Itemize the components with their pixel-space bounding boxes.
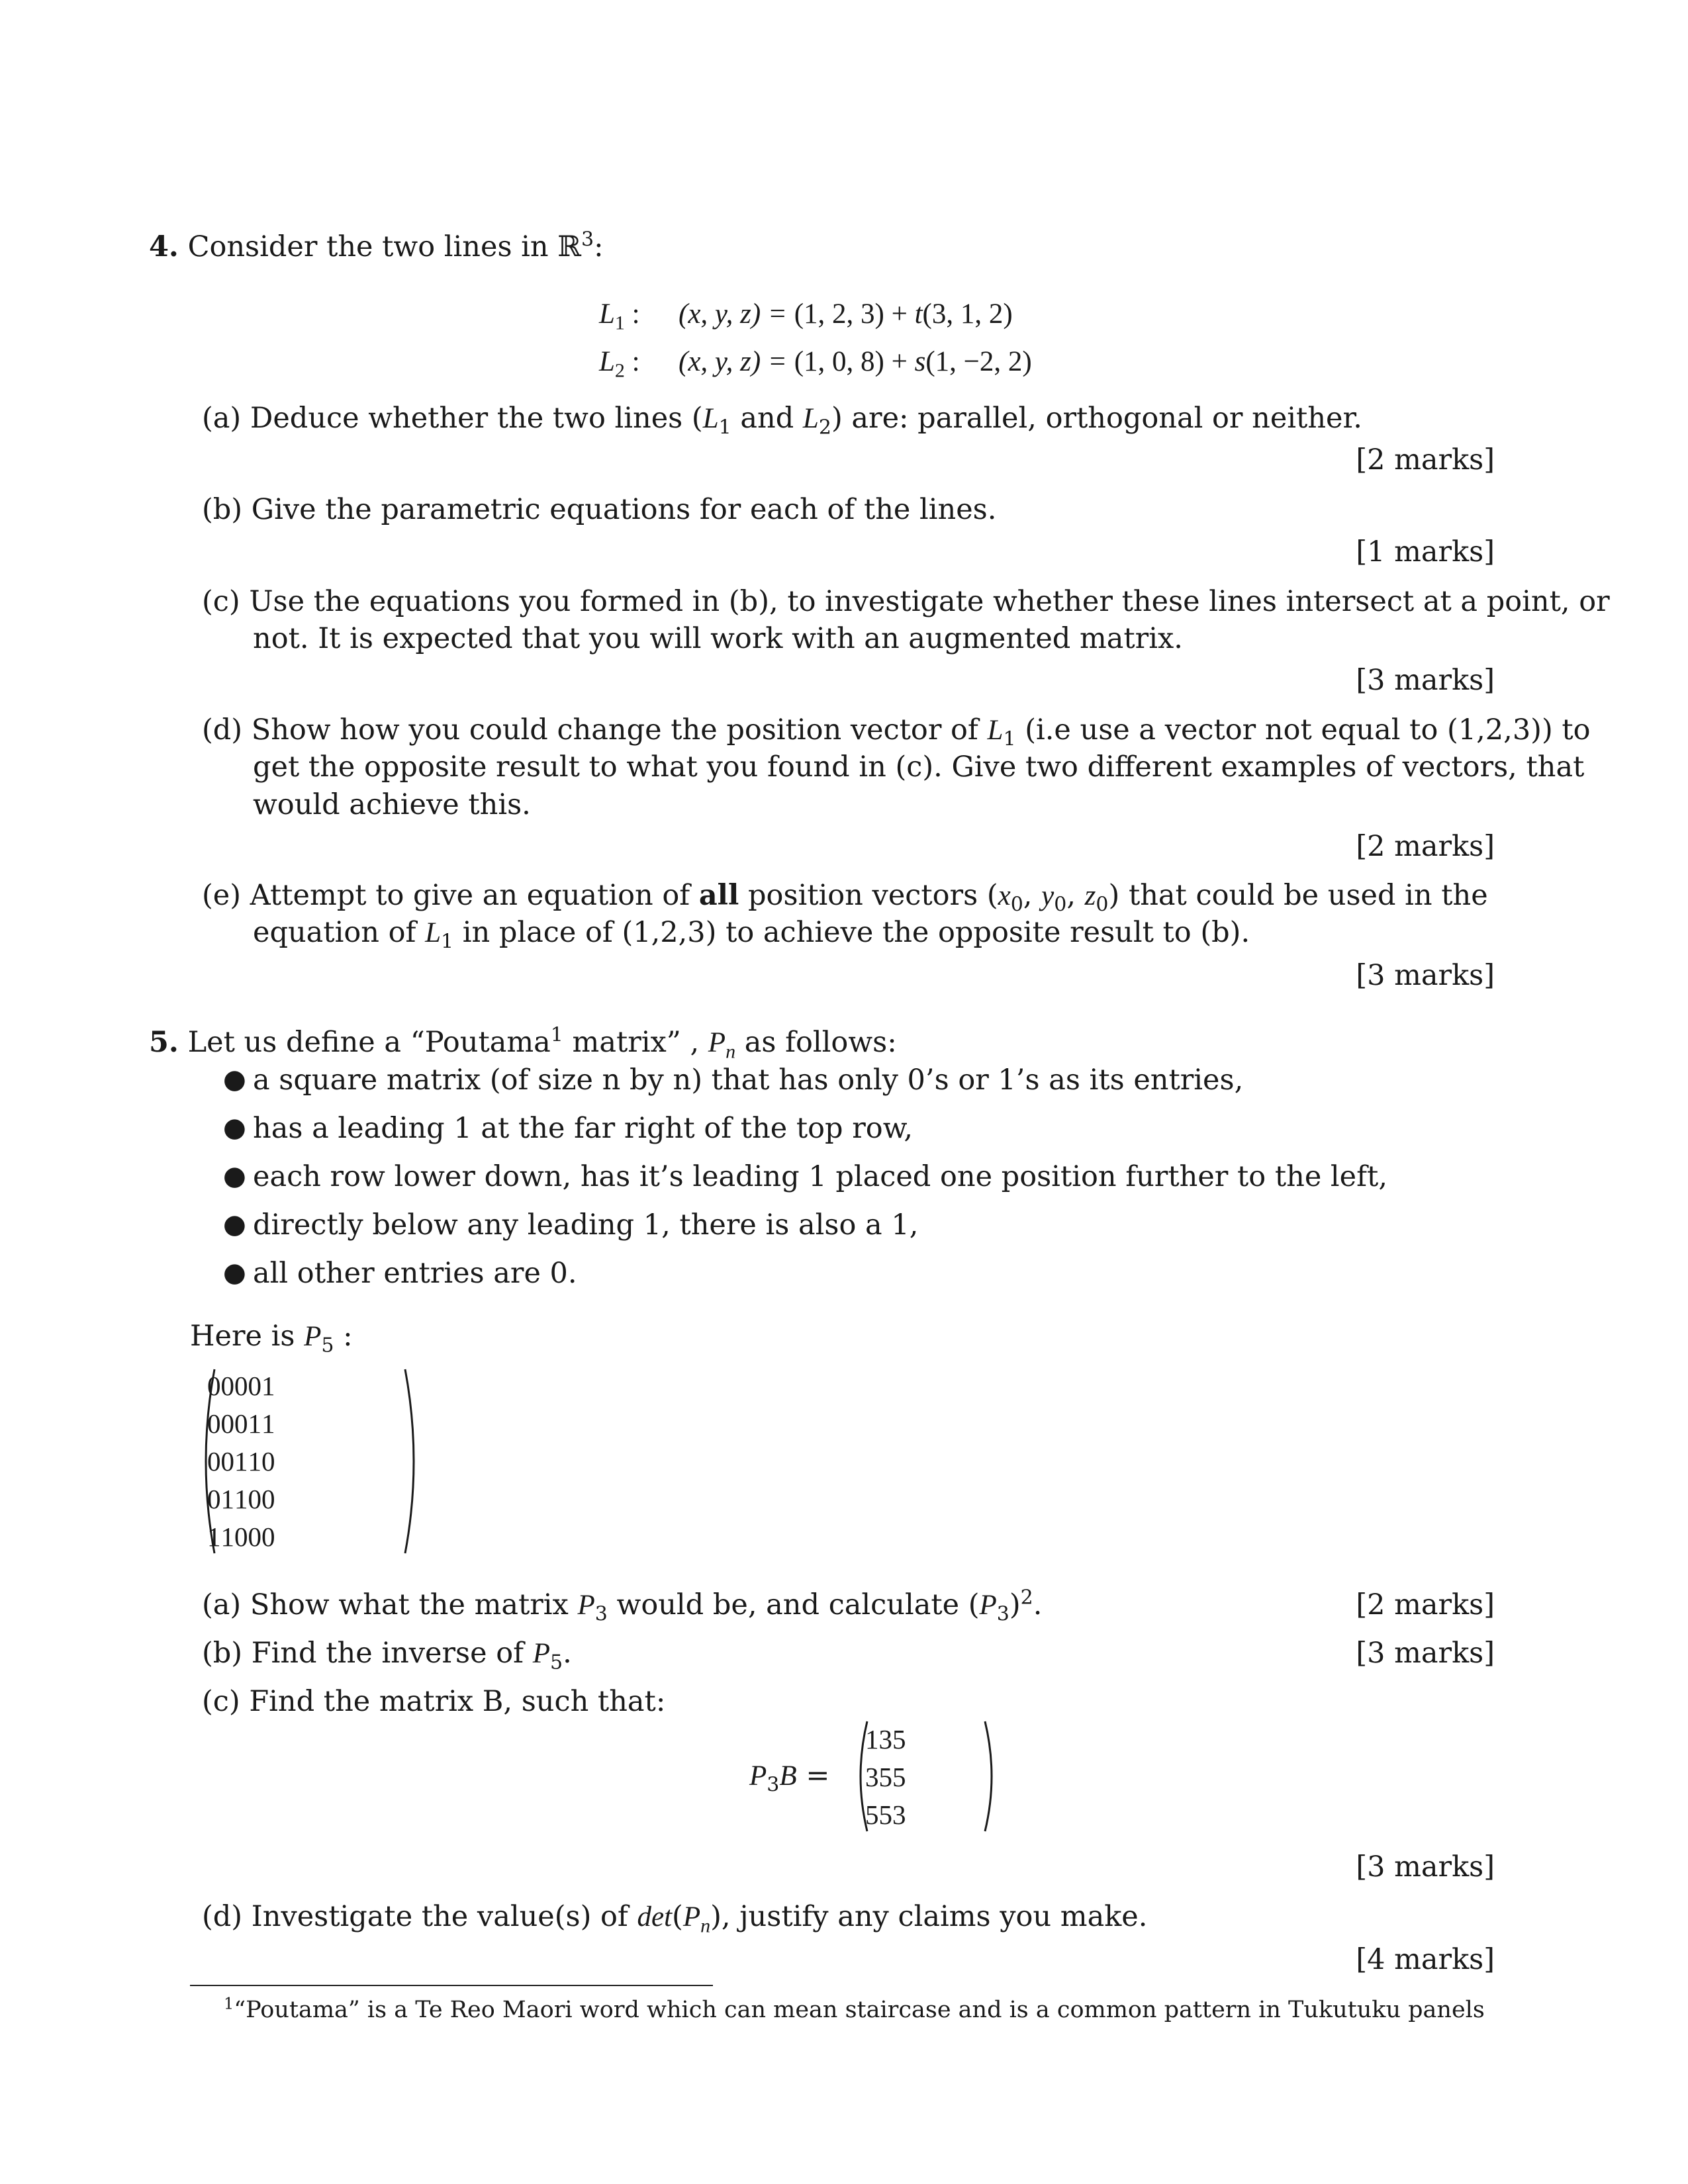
p5-cell: 0 (248, 1521, 261, 1552)
q5-footnote-ref: 1 (550, 1023, 563, 1047)
p5-cell: 1 (207, 1521, 221, 1552)
q5d-marks: [4 marks] (1356, 1943, 1495, 1976)
q4c-label: (c) (202, 585, 240, 618)
q5a-marks: [2 marks] (1356, 1588, 1495, 1621)
here-sub: 5 (321, 1334, 334, 1357)
p5-cell: 1 (234, 1445, 248, 1477)
q4b-marks: [1 marks] (1356, 535, 1495, 569)
line1-name: L (599, 298, 615, 330)
p5-cell: 0 (207, 1445, 221, 1477)
q5d-P: P (682, 1901, 701, 1933)
q5b-P: P (532, 1638, 550, 1669)
line2-equation (599, 343, 640, 381)
q4e-L1: L (425, 917, 441, 948)
q5c-matrix-table (865, 1720, 906, 1833)
q5c-cell: 5 (878, 1761, 892, 1792)
q5c-lhs (749, 1757, 829, 1795)
q5c-lhs-sub: 3 (767, 1773, 780, 1797)
p5-row (207, 1442, 275, 1480)
p5-cell: 1 (220, 1483, 234, 1514)
q5b-sub: 5 (550, 1651, 563, 1674)
q5a-text2: would be, and calculate ( (607, 1588, 980, 1621)
p5-cell: 1 (248, 1408, 261, 1439)
q4e-y-sub: 0 (1054, 893, 1067, 917)
footnote-rule (190, 1985, 713, 1986)
q4e-x: x (998, 880, 1011, 911)
q5d-label: (d) (202, 1900, 243, 1933)
line2-lhs: (x, y, z) = (679, 346, 794, 377)
q5a (202, 1586, 1042, 1624)
q4b (202, 491, 996, 528)
q4a-L2-sub: 2 (818, 416, 831, 439)
q4d-line1 (202, 711, 1591, 749)
q5c-cell: 1 (865, 1723, 879, 1754)
line1-colon: : (624, 298, 640, 330)
q4e-text1c: ) that could be used in the (1108, 879, 1488, 912)
q4e-x-sub: 0 (1010, 893, 1023, 917)
q4a-and: and (731, 402, 803, 435)
q4d-line2: get the opposite result to what you found in (c). Give two different examples of vectors, that (253, 751, 1585, 784)
q5b-text2: . (563, 1637, 572, 1670)
q5c-row (865, 1758, 906, 1796)
q5d-sub: n (700, 1915, 711, 1937)
q5b-label: (b) (202, 1637, 243, 1670)
q5d-text1: Investigate the value(s) of (251, 1900, 637, 1933)
footnote-text: “Poutama” is a Te Reo Maori word which can mean staircase and is a common pattern in Tukutuku panels (234, 1997, 1485, 2023)
p5-cell: 0 (220, 1445, 234, 1477)
q5a-sub: 3 (594, 1602, 608, 1626)
q5c (202, 1683, 665, 1720)
q4d-text1b: (i.e use a vector not equal to (1,2,3)) to (1015, 713, 1591, 747)
q4e-z-sub: 0 (1096, 893, 1109, 917)
q5-intro-b: matrix” , (563, 1026, 708, 1059)
here-is-p5 (190, 1318, 353, 1355)
q5-intro-a: Let us define a “Poutama (187, 1026, 551, 1059)
q4a-marks: [2 marks] (1356, 443, 1495, 477)
line2-param: s (914, 346, 926, 377)
q4-intro: Consider the two lines in ℝ (187, 230, 582, 263)
q4-heading (149, 228, 604, 265)
p5-cell: 0 (207, 1483, 221, 1514)
bullet-dot-2: ● (223, 1113, 246, 1143)
p5-cell: 1 (261, 1370, 275, 1401)
q4d-marks: [2 marks] (1356, 830, 1495, 863)
q5c-cell: 3 (878, 1723, 892, 1754)
q4-intro-sup: 3 (581, 228, 594, 251)
line2-rhs (679, 343, 1032, 381)
p5-row (207, 1480, 275, 1518)
q4c-text1: Use the equations you formed in (b), to investigate whether these lines intersect at a point, or (249, 585, 1610, 618)
p5-cell: 0 (220, 1408, 234, 1439)
p5-matrix-table (207, 1367, 275, 1555)
p5-cell: 1 (220, 1521, 234, 1552)
line1-equation (599, 296, 640, 333)
q4d-line3: would achieve this. (253, 788, 531, 821)
q4e-line2 (253, 914, 1250, 952)
bullet-dot-5: ● (223, 1257, 246, 1288)
q4a-L1: L (702, 403, 719, 434)
q4c-line1 (202, 583, 1610, 620)
q5c-cell: 5 (892, 1723, 906, 1754)
q4e-text2b: in place of (1,2,3) to achieve the opposite result to (b). (453, 916, 1250, 949)
q5-number: 5. (149, 1026, 179, 1059)
p5-cell: 0 (207, 1408, 221, 1439)
bullet-dot-1: ● (223, 1064, 246, 1095)
q4e-line1: (e) Attempt to give an equation of all position vectors ($x_0$, $y_0$, $z_0$) that could be used in the (202, 879, 1488, 917)
footnote-mark: 1 (224, 1994, 234, 2013)
p5-row (207, 1518, 275, 1555)
q4a-label: (a) (202, 402, 242, 435)
p5-cell: 0 (261, 1483, 275, 1514)
line1-direction: (3, 1, 2) (922, 298, 1013, 330)
q5c-cell: 3 (892, 1799, 906, 1830)
bullet-1: a square matrix (of size n by n) that has only 0’s or 1’s as its entries, (253, 1064, 1244, 1097)
q4e-bold-all: all (698, 879, 739, 912)
line1-point: (1, 2, 3) + (794, 298, 915, 330)
p5-cell: 0 (261, 1521, 275, 1552)
p5-row (207, 1367, 275, 1404)
p5-cell: 0 (234, 1521, 248, 1552)
q5b (202, 1635, 572, 1672)
q5a-text4: . (1033, 1588, 1043, 1621)
q4e-marks: [3 marks] (1356, 959, 1495, 992)
q5a-text1: Show what the matrix (250, 1588, 578, 1621)
p5-cell: 0 (248, 1483, 261, 1514)
line2-colon: : (624, 346, 640, 377)
here-text: Here is (190, 1320, 305, 1353)
line2-direction: (1, −2, 2) (925, 346, 1032, 377)
q4d-L1-sub: 1 (1003, 727, 1016, 751)
p5-cell: 0 (234, 1370, 248, 1401)
q5a-sup: 2 (1020, 1586, 1033, 1610)
here-colon: : (334, 1320, 353, 1353)
q5c-row (865, 1720, 906, 1758)
q4e-text1b: position vectors ( (739, 879, 998, 912)
q4d-text1a: Show how you could change the position vector of (251, 713, 988, 747)
q5c-equals: = (796, 1759, 830, 1792)
q5d-text2: ), justify any claims you make. (710, 1900, 1148, 1933)
q5-intro-n: n (726, 1040, 736, 1063)
q5b-marks: [3 marks] (1356, 1637, 1495, 1670)
q5d-det: det (637, 1901, 673, 1933)
line1-sub: 1 (614, 312, 625, 334)
q4c-line2: not. It is expected that you will work with an augmented matrix. (253, 622, 1183, 655)
p5-cell: 0 (220, 1370, 234, 1401)
q4e-text2a: equation of (253, 916, 426, 949)
q4a-L1-sub: 1 (718, 416, 731, 439)
footnote (224, 1995, 1485, 2025)
p5-row (207, 1404, 275, 1442)
q4b-text: Give the parametric equations for each of the lines. (251, 493, 997, 526)
q4e-label: (e) (202, 879, 241, 912)
q5a-P: P (577, 1590, 595, 1621)
q4a-text2: ) are: parallel, orthogonal or neither. (831, 402, 1362, 435)
q4a (202, 400, 1362, 437)
q4e-text1a: Attempt to give an equation of (250, 879, 699, 912)
q4a-text1: Deduce whether the two lines ( (250, 402, 703, 435)
q5c-cell: 5 (865, 1799, 879, 1830)
bullet-dot-3: ● (223, 1161, 246, 1191)
q5a-label: (a) (202, 1588, 242, 1621)
line2-name: L (599, 346, 615, 377)
line2-sub: 2 (614, 359, 625, 382)
q4-number: 4. (149, 230, 179, 263)
q5c-row (865, 1796, 906, 1833)
q4b-label: (b) (202, 493, 243, 526)
q5c-cell: 5 (878, 1799, 892, 1830)
bullet-dot-4: ● (223, 1209, 246, 1240)
q4e-L1-sub: 1 (440, 930, 454, 954)
q5a-sub2: 3 (996, 1602, 1009, 1626)
q4d-L1: L (987, 715, 1004, 746)
bullet-4: directly below any leading 1, there is also a 1, (253, 1208, 919, 1242)
q5a-text3: ) (1009, 1588, 1021, 1621)
q5b-text1: Find the inverse of (251, 1637, 533, 1670)
p5-cell: 1 (248, 1445, 261, 1477)
line1-rhs (679, 296, 1013, 333)
p5-cell: 0 (261, 1445, 275, 1477)
q4e-y: y (1041, 880, 1055, 911)
p5-cell: 0 (234, 1408, 248, 1439)
q5c-text: Find the matrix B, such that: (249, 1685, 666, 1718)
q5c-label: (c) (202, 1685, 240, 1718)
q4e-z: z (1084, 880, 1096, 911)
q5-intro-P: P (708, 1027, 726, 1058)
p5-cell: 0 (207, 1370, 221, 1401)
q5c-cell: 3 (865, 1761, 879, 1792)
q5c-lhs-P: P (749, 1760, 767, 1792)
p5-cell: 1 (261, 1408, 275, 1439)
q5d: (d) Investigate the value(s) of $\det(P_n)$, justify any claims you make. (202, 1900, 1148, 1937)
p5-cell: 0 (248, 1370, 261, 1401)
q5a-P2: P (979, 1590, 997, 1621)
line1-param: t (914, 298, 923, 330)
line2-point: (1, 0, 8) + (794, 346, 915, 377)
p5-cell: 1 (234, 1483, 248, 1514)
q4-intro-end: : (594, 230, 604, 263)
here-P: P (304, 1321, 322, 1352)
q5-heading (149, 1024, 897, 1062)
bullet-3: each row lower down, has it’s leading 1 placed one position further to the left, (253, 1160, 1387, 1193)
q4a-L2: L (802, 403, 819, 434)
q5c-lhs-B: B (779, 1760, 797, 1792)
q4d-label: (d) (202, 713, 243, 747)
line1-lhs: (x, y, z) = (679, 298, 794, 330)
q5c-cell: 5 (892, 1761, 906, 1792)
q5-intro-c: as follows: (735, 1026, 897, 1059)
bullet-5: all other entries are 0. (253, 1257, 577, 1290)
q4c-marks: [3 marks] (1356, 664, 1495, 697)
bullet-2: has a leading 1 at the far right of the top row, (253, 1112, 914, 1145)
q5c-marks: [3 marks] (1356, 1850, 1495, 1884)
